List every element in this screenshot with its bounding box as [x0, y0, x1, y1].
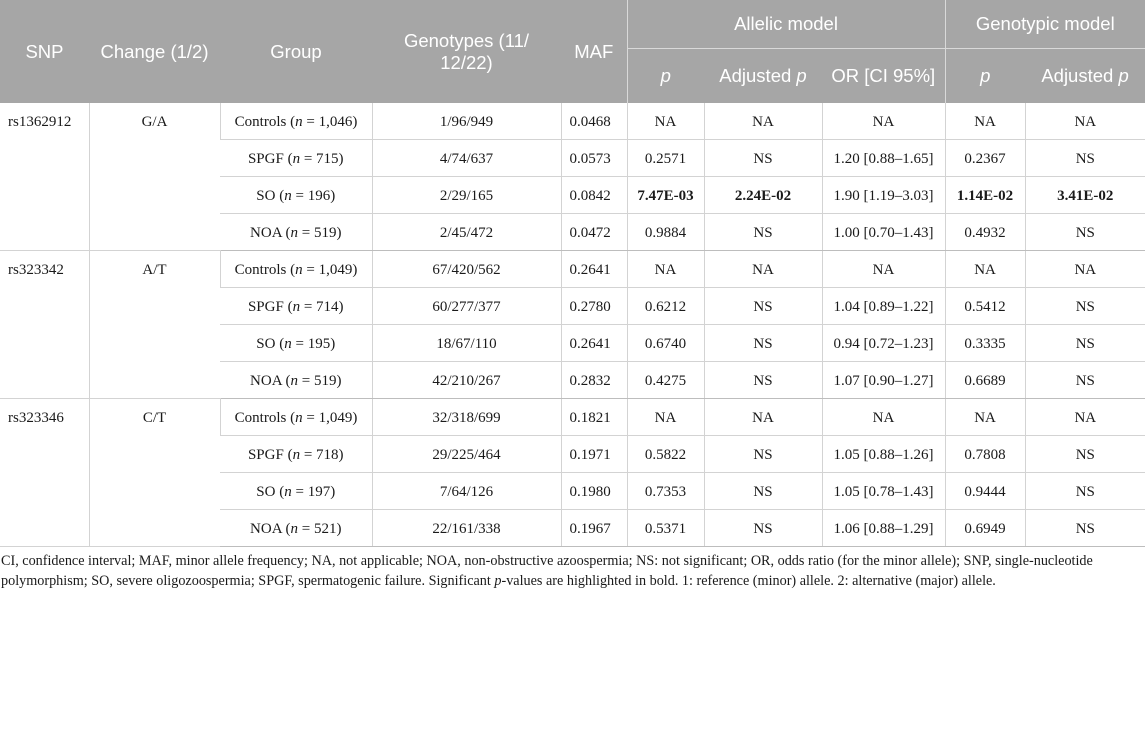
group-n-value: 714 [316, 299, 339, 315]
allele-change-cell: A/T [89, 251, 220, 399]
header-change: Change (1/2) [89, 0, 220, 103]
allelic-adjusted-p-cell: NS [704, 362, 822, 399]
allelic-p-cell: 0.5822 [627, 436, 704, 473]
genotypes-cell: 4/74/637 [372, 140, 561, 177]
maf-cell: 0.1980 [561, 473, 627, 510]
maf-cell: 0.2641 [561, 251, 627, 288]
genotypic-adjusted-p-cell: NS [1025, 325, 1145, 362]
genotypic-p-cell: 0.3335 [945, 325, 1025, 362]
header-allelic-p: p [627, 49, 704, 104]
n-symbol: n [295, 114, 303, 130]
genotypes-cell: 2/29/165 [372, 177, 561, 214]
group-cell: SPGF (n = 715) [220, 140, 372, 177]
genotypes-cell: 2/45/472 [372, 214, 561, 251]
group-n-value: 195 [307, 336, 331, 352]
header-snp: SNP [0, 0, 89, 103]
group-name: Controls ( [234, 262, 296, 278]
allelic-adjusted-p-cell: NA [704, 399, 822, 436]
header-group: Group [220, 0, 372, 103]
genotypic-p-cell: 0.6949 [945, 510, 1025, 547]
or-ci-cell: 1.07 [0.90–1.27] [822, 362, 945, 399]
genotypic-p-cell: 0.7808 [945, 436, 1025, 473]
header-genotypic-adjusted-p: Adjusted p [1025, 49, 1145, 104]
maf-cell: 0.0472 [561, 214, 627, 251]
genotypic-adjusted-p-cell: NS [1025, 473, 1145, 510]
header-genotypic-model: Genotypic model [945, 0, 1145, 49]
group-cell: SO (n = 197) [220, 473, 372, 510]
header-allelic-model: Allelic model [627, 0, 945, 49]
or-ci-cell: 1.04 [0.89–1.22] [822, 288, 945, 325]
group-name: SO ( [256, 484, 285, 500]
n-symbol: n [290, 225, 298, 241]
group-name: NOA ( [250, 225, 291, 241]
genotypic-adjusted-p-cell: NS [1025, 288, 1145, 325]
group-n-value: 521 [313, 521, 337, 537]
or-ci-cell: NA [822, 103, 945, 140]
genotypic-adjusted-p-cell: NS [1025, 362, 1145, 399]
or-ci-cell: 1.05 [0.78–1.43] [822, 473, 945, 510]
header-or-ci: OR [CI 95%] [822, 49, 945, 104]
allelic-adjusted-p-cell: NA [704, 251, 822, 288]
genotypes-cell: 42/210/267 [372, 362, 561, 399]
group-cell: Controls (n = 1,046) [220, 103, 372, 140]
group-n-value: 519 [313, 373, 337, 389]
allelic-p-cell: 7.47E-03 [627, 177, 704, 214]
genotypic-p-cell: 0.4932 [945, 214, 1025, 251]
allelic-adjusted-p-cell: NS [704, 140, 822, 177]
allelic-adjusted-p-cell: NS [704, 436, 822, 473]
group-cell: SO (n = 195) [220, 325, 372, 362]
group-cell: NOA (n = 521) [220, 510, 372, 547]
genotypic-p-cell: NA [945, 399, 1025, 436]
genotypes-cell: 1/96/949 [372, 103, 561, 140]
header-genotypic-p: p [945, 49, 1025, 104]
maf-cell: 0.2780 [561, 288, 627, 325]
group-name: SPGF ( [247, 447, 293, 463]
maf-cell: 0.1821 [561, 399, 627, 436]
header-allelic-adjusted-p: Adjusted p [704, 49, 822, 104]
group-name: Controls ( [234, 114, 296, 130]
genotypic-adjusted-p-cell: NA [1025, 399, 1145, 436]
header-genotypes: Genotypes (11/ 12/22) [372, 0, 561, 103]
group-n-value: 1,046 [318, 114, 353, 130]
or-ci-cell: 1.06 [0.88–1.29] [822, 510, 945, 547]
genotypic-adjusted-p-cell: NS [1025, 510, 1145, 547]
maf-cell: 0.0573 [561, 140, 627, 177]
group-cell: NOA (n = 519) [220, 214, 372, 251]
table-footnote: CI, confidence interval; MAF, minor allele frequency; NA, not applicable; NOA, non-obstructive azoospermia; NS: not significant; OR, odds ratio (for the minor allele); SNP, single-nucleotide polymorphism; SO, severe oligozoospermia; SPGF, spermatogenic failure. Significant p-values are highlighted in bold. 1: reference (minor) allele. 2: alternative (major) allele. [1, 553, 1093, 589]
snp-id-cell: rs323346 [0, 399, 89, 547]
n-symbol: n [292, 151, 301, 167]
genotypic-adjusted-p-cell: NA [1025, 251, 1145, 288]
or-ci-cell: NA [822, 251, 945, 288]
snp-id-cell: rs1362912 [0, 103, 89, 251]
or-ci-cell: 1.90 [1.19–3.03] [822, 177, 945, 214]
allelic-p-cell: 0.6212 [627, 288, 704, 325]
allelic-p-cell: 0.4275 [627, 362, 704, 399]
group-name: NOA ( [250, 373, 291, 389]
genotypic-p-cell: 0.2367 [945, 140, 1025, 177]
genotypic-p-cell: 1.14E-02 [945, 177, 1025, 214]
n-symbol: n [295, 262, 303, 278]
genotypes-cell: 60/277/377 [372, 288, 561, 325]
genotypic-adjusted-p-cell: NS [1025, 140, 1145, 177]
genotypes-cell: 18/67/110 [372, 325, 561, 362]
allelic-p-cell: NA [627, 103, 704, 140]
n-symbol: n [292, 447, 301, 463]
snp-id-cell: rs323342 [0, 251, 89, 399]
group-n-value: 1,049 [318, 262, 353, 278]
genotypic-p-cell: 0.9444 [945, 473, 1025, 510]
group-name: SPGF ( [247, 299, 293, 315]
genotypes-cell: 7/64/126 [372, 473, 561, 510]
maf-cell: 0.1971 [561, 436, 627, 473]
allelic-adjusted-p-cell: NS [704, 473, 822, 510]
genotypic-p-cell: NA [945, 251, 1025, 288]
genotypes-cell: 32/318/699 [372, 399, 561, 436]
maf-cell: 0.2832 [561, 362, 627, 399]
allele-change-cell: G/A [89, 103, 220, 251]
maf-cell: 0.1967 [561, 510, 627, 547]
allelic-adjusted-p-cell: NS [704, 288, 822, 325]
n-symbol: n [290, 521, 298, 537]
group-cell: SPGF (n = 718) [220, 436, 372, 473]
group-n-value: 715 [316, 151, 339, 167]
allelic-p-cell: 0.5371 [627, 510, 704, 547]
allelic-p-cell: NA [627, 251, 704, 288]
group-cell: SPGF (n = 714) [220, 288, 372, 325]
n-symbol: n [284, 188, 292, 204]
group-n-value: 1,049 [318, 410, 353, 426]
group-name: SPGF ( [247, 151, 293, 167]
or-ci-cell: 1.05 [0.88–1.26] [822, 436, 945, 473]
maf-cell: 0.2641 [561, 325, 627, 362]
group-cell: Controls (n = 1,049) [220, 251, 372, 288]
group-n-value: 519 [313, 225, 337, 241]
allele-change-cell: C/T [89, 399, 220, 547]
group-name: SO ( [256, 188, 285, 204]
genotypic-adjusted-p-cell: NS [1025, 214, 1145, 251]
genotypic-p-cell: NA [945, 103, 1025, 140]
or-ci-cell: NA [822, 399, 945, 436]
group-n-value: 718 [316, 447, 339, 463]
allelic-adjusted-p-cell: NS [704, 325, 822, 362]
genotypes-cell: 67/420/562 [372, 251, 561, 288]
group-cell: Controls (n = 1,049) [220, 399, 372, 436]
genotypic-adjusted-p-cell: 3.41E-02 [1025, 177, 1145, 214]
allelic-p-cell: 0.9884 [627, 214, 704, 251]
n-symbol: n [292, 299, 301, 315]
table-row [0, 251, 1145, 288]
group-name: Controls ( [234, 410, 296, 426]
table-row [0, 103, 1145, 140]
n-symbol: n [295, 410, 303, 426]
allelic-adjusted-p-cell: NS [704, 214, 822, 251]
genotypic-p-cell: 0.5412 [945, 288, 1025, 325]
allelic-adjusted-p-cell: 2.24E-02 [704, 177, 822, 214]
genotypes-cell: 22/161/338 [372, 510, 561, 547]
genotypic-p-cell: 0.6689 [945, 362, 1025, 399]
allelic-adjusted-p-cell: NA [704, 103, 822, 140]
allelic-p-cell: NA [627, 399, 704, 436]
header-maf: MAF [561, 0, 627, 103]
allelic-p-cell: 0.2571 [627, 140, 704, 177]
group-cell: NOA (n = 519) [220, 362, 372, 399]
table-body [0, 103, 1145, 547]
table-header [0, 0, 1145, 103]
group-cell: SO (n = 196) [220, 177, 372, 214]
allelic-p-cell: 0.6740 [627, 325, 704, 362]
n-symbol: n [284, 336, 292, 352]
n-symbol: n [290, 373, 298, 389]
or-ci-cell: 1.20 [0.88–1.65] [822, 140, 945, 177]
or-ci-cell: 1.00 [0.70–1.43] [822, 214, 945, 251]
genotypes-cell: 29/225/464 [372, 436, 561, 473]
allelic-p-cell: 0.7353 [627, 473, 704, 510]
group-name: SO ( [256, 336, 285, 352]
group-n-value: 197 [307, 484, 331, 500]
table-row [0, 399, 1145, 436]
or-ci-cell: 0.94 [0.72–1.23] [822, 325, 945, 362]
group-name: NOA ( [250, 521, 291, 537]
genotypic-adjusted-p-cell: NA [1025, 103, 1145, 140]
genotypic-adjusted-p-cell: NS [1025, 436, 1145, 473]
n-symbol: n [284, 484, 292, 500]
maf-cell: 0.0468 [561, 103, 627, 140]
allelic-adjusted-p-cell: NS [704, 510, 822, 547]
maf-cell: 0.0842 [561, 177, 627, 214]
group-n-value: 196 [307, 188, 331, 204]
